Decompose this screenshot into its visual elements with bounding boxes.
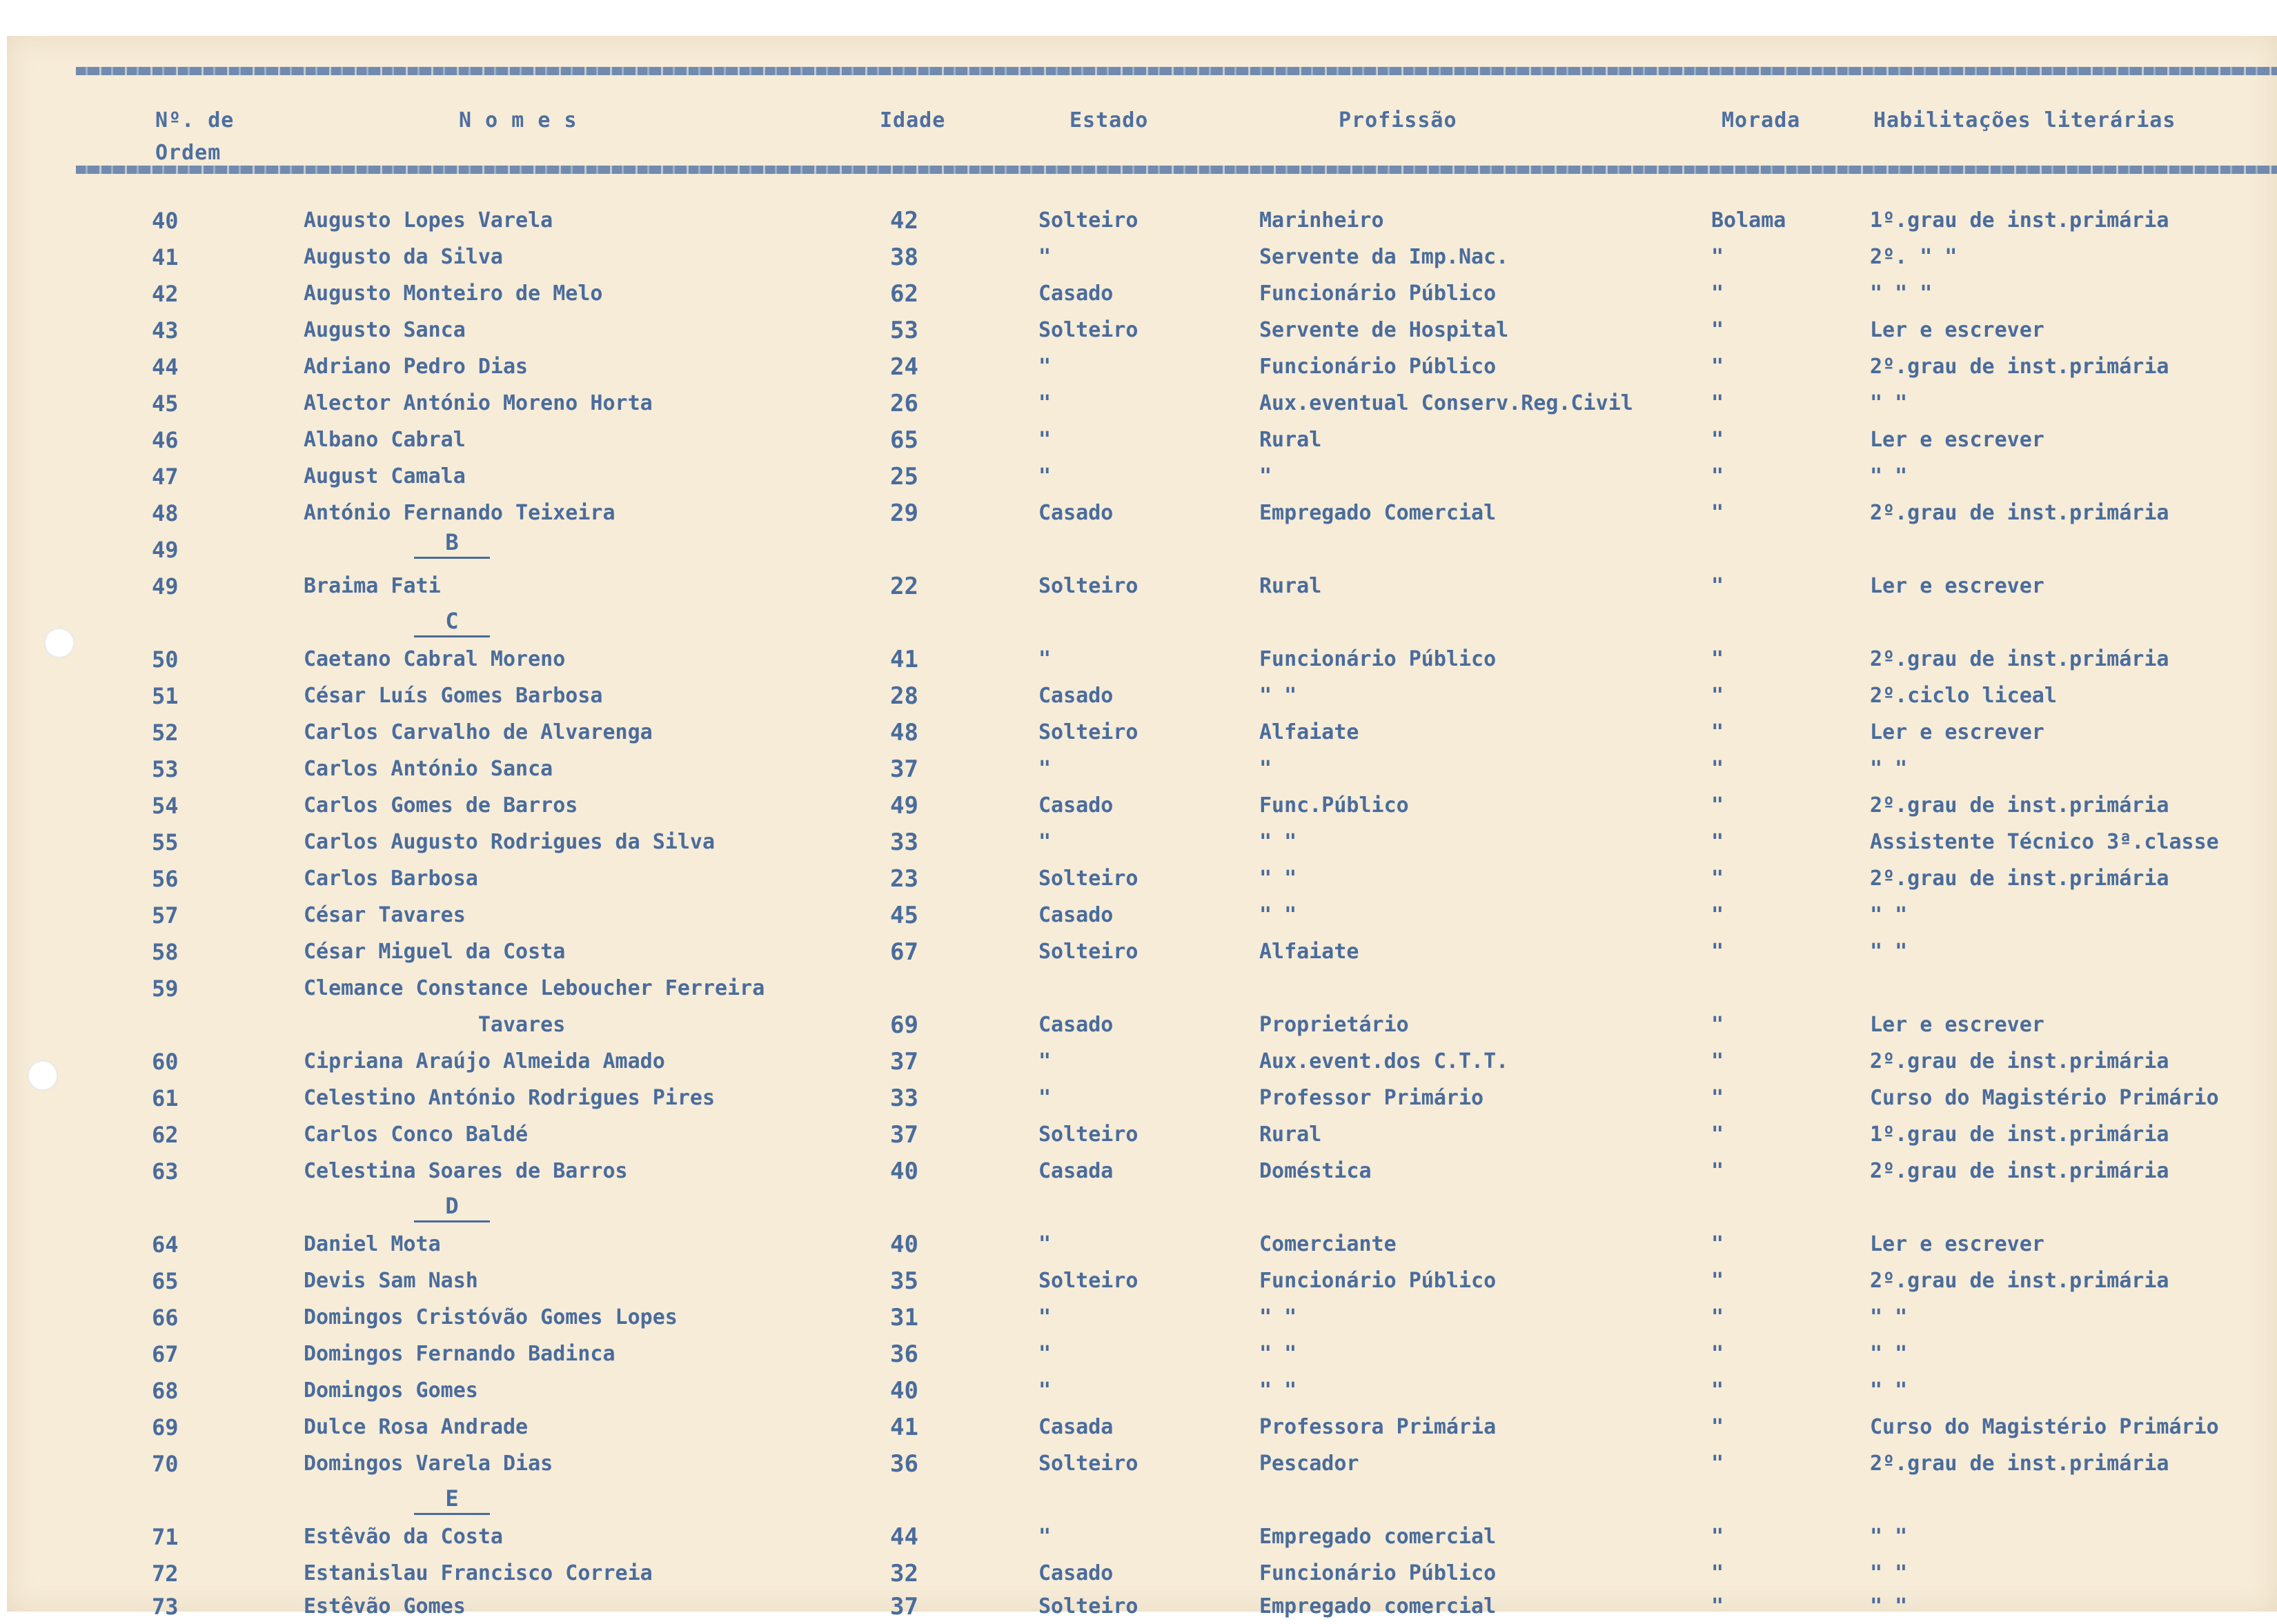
table-row	[7, 1447, 2277, 1481]
cell-profissao: Aux.event.dos C.T.T.	[1259, 1049, 1509, 1073]
cell-morada: "	[1711, 428, 1724, 452]
cell-name: Augusto Monteiro de Melo	[304, 281, 603, 306]
cell-age: 40	[890, 1231, 918, 1258]
header-profissao: Profissão	[1339, 108, 1457, 132]
cell-age: 33	[890, 1085, 918, 1112]
section-letter: C	[414, 606, 490, 640]
table-row	[7, 1300, 2277, 1335]
cell-habilitacoes: Curso do Magistério Primário	[1870, 1415, 2219, 1439]
cell-age: 35	[890, 1267, 918, 1295]
cell-morada: "	[1711, 1086, 1724, 1110]
cell-estado: Solteiro	[1038, 1269, 1138, 1293]
cell-profissao: Doméstica	[1259, 1159, 1372, 1183]
cell-num: 42	[152, 281, 179, 307]
table-row	[7, 642, 2277, 677]
cell-name: Carlos Conco Baldé	[304, 1122, 529, 1147]
cell-name: César Tavares	[304, 903, 466, 927]
cell-estado: Casado	[1038, 1013, 1114, 1037]
cell-num: 41	[152, 244, 179, 270]
cell-name: Caetano Cabral Moreno	[304, 647, 566, 671]
cell-habilitacoes: 2º.grau de inst.primária	[1870, 793, 2169, 818]
table-row	[7, 1081, 2277, 1116]
cell-habilitacoes: 2º.grau de inst.primária	[1870, 1452, 2169, 1476]
cell-habilitacoes: " "	[1870, 1525, 1908, 1549]
cell-habilitacoes: 2º.grau de inst.primária	[1870, 1049, 2169, 1073]
cell-habilitacoes: Ler e escrever	[1870, 1013, 2044, 1037]
cell-habilitacoes: " "	[1870, 1305, 1908, 1329]
header-estado: Estado	[1070, 108, 1149, 132]
table-row	[7, 386, 2277, 421]
cell-name: Domingos Fernando Badinca	[304, 1342, 615, 1366]
cell-num: 70	[152, 1451, 179, 1477]
cell-profissao: " "	[1259, 1305, 1297, 1329]
cell-estado: "	[1038, 355, 1052, 379]
cell-estado: "	[1038, 1525, 1052, 1549]
cell-profissao: Proprietário	[1259, 1013, 1409, 1037]
table-row	[7, 898, 2277, 933]
cell-morada: "	[1711, 1594, 1724, 1618]
cell-num: 43	[152, 317, 179, 344]
cell-estado: "	[1038, 1378, 1052, 1403]
table-row	[7, 496, 2277, 531]
cell-estado: Solteiro	[1038, 720, 1138, 744]
header-nomes: N o m e s	[459, 108, 578, 132]
cell-morada: "	[1711, 464, 1724, 488]
cell-estado: "	[1038, 1232, 1052, 1256]
table-row	[7, 715, 2277, 750]
cell-morada: "	[1711, 647, 1724, 671]
cell-profissao: Comerciante	[1259, 1232, 1397, 1256]
cell-morada: "	[1711, 867, 1724, 891]
cell-morada: "	[1711, 245, 1724, 269]
cell-estado: "	[1038, 428, 1052, 452]
cell-profissao: Professor Primário	[1259, 1086, 1484, 1110]
cell-profissao: " "	[1259, 830, 1297, 854]
cell-habilitacoes: 1º.grau de inst.primária	[1870, 208, 2169, 232]
table-row	[7, 789, 2277, 823]
cell-num: 60	[152, 1049, 179, 1075]
cell-age: 33	[890, 829, 918, 856]
table-row	[7, 1520, 2277, 1554]
cell-name: Domingos Cristóvão Gomes Lopes	[304, 1305, 678, 1329]
cell-morada: "	[1711, 1305, 1724, 1329]
cell-morada: "	[1711, 684, 1724, 708]
cell-morada: "	[1711, 318, 1724, 342]
table-row	[7, 1410, 2277, 1445]
cell-age: 31	[890, 1304, 918, 1331]
cell-num: 65	[152, 1268, 179, 1294]
cell-profissao: " "	[1259, 867, 1297, 891]
cell-age: 36	[890, 1450, 918, 1478]
cell-num: 69	[152, 1414, 179, 1440]
header-morada: Morada	[1722, 108, 1801, 132]
cell-name: Adriano Pedro Dias	[304, 355, 529, 379]
cell-morada: "	[1711, 1378, 1724, 1403]
cell-num: 67	[152, 1341, 179, 1367]
cell-name: Carlos Gomes de Barros	[304, 793, 578, 818]
cell-name: Estêvão da Costa	[304, 1525, 503, 1549]
cell-num: 73	[152, 1594, 179, 1620]
cell-age: 26	[890, 390, 918, 417]
cell-name: Carlos António Sanca	[304, 757, 553, 781]
cell-name: Estanislau Francisco Correia	[304, 1561, 653, 1585]
cell-age: 28	[890, 682, 918, 710]
table-row	[7, 825, 2277, 860]
section-letter: B	[414, 527, 490, 562]
cell-morada: "	[1711, 1452, 1724, 1476]
cell-num: 51	[152, 683, 179, 709]
cell-profissao: Funcionário Público	[1259, 281, 1497, 306]
cell-num: 71	[152, 1524, 179, 1550]
cell-name: Dulce Rosa Andrade	[304, 1415, 529, 1439]
cell-morada: "	[1711, 1049, 1724, 1073]
cell-name: Carlos Carvalho de Alvarenga	[304, 720, 653, 744]
cell-profissao: Alfaiate	[1259, 720, 1359, 744]
cell-profissao: Rural	[1259, 428, 1322, 452]
cell-estado: Solteiro	[1038, 867, 1138, 891]
cell-estado: Solteiro	[1038, 574, 1138, 598]
cell-morada: "	[1711, 793, 1724, 818]
cell-habilitacoes: 2º.grau de inst.primária	[1870, 867, 2169, 891]
cell-name: Tavares	[304, 1013, 566, 1037]
cell-profissao: "	[1259, 757, 1272, 781]
cell-morada: "	[1711, 501, 1724, 525]
cell-name: Augusto Lopes Varela	[304, 208, 553, 232]
cell-estado: "	[1038, 464, 1052, 488]
cell-estado: Solteiro	[1038, 1594, 1138, 1618]
cell-estado: "	[1038, 757, 1052, 781]
cell-morada: "	[1711, 720, 1724, 744]
cell-age: 37	[890, 1593, 918, 1621]
cell-morada: "	[1711, 830, 1724, 854]
cell-estado: "	[1038, 1305, 1052, 1329]
cell-profissao: Alfaiate	[1259, 940, 1359, 964]
cell-num: 47	[152, 464, 179, 490]
cell-profissao: Empregado comercial	[1259, 1525, 1497, 1549]
cell-habilitacoes: Curso do Magistério Primário	[1870, 1086, 2219, 1110]
cell-estado: Casado	[1038, 684, 1114, 708]
cell-age: 42	[890, 207, 918, 235]
cell-habilitacoes: " "	[1870, 464, 1908, 488]
cell-profissao: " "	[1259, 684, 1297, 708]
header-habilitacoes: Habilitações literárias	[1873, 108, 2176, 132]
cell-name: Carlos Augusto Rodrigues da Silva	[304, 830, 716, 854]
cell-habilitacoes: " "	[1870, 1594, 1908, 1618]
cell-profissao: Marinheiro	[1259, 208, 1384, 232]
cell-habilitacoes: Ler e escrever	[1870, 1232, 2044, 1256]
cell-name: Daniel Mota	[304, 1232, 441, 1256]
table-row	[7, 1154, 2277, 1189]
cell-age: 65	[890, 426, 918, 454]
table-row	[7, 1008, 2277, 1042]
cell-profissao: Rural	[1259, 1122, 1322, 1147]
table-row	[7, 533, 2277, 567]
cell-num: 49	[152, 537, 179, 563]
cell-profissao: Servente da Imp.Nac.	[1259, 245, 1509, 269]
cell-morada: "	[1711, 1013, 1724, 1037]
table-row	[7, 313, 2277, 348]
cell-profissao: " "	[1259, 1342, 1297, 1366]
cell-name: Domingos Varela Dias	[304, 1452, 553, 1476]
cell-morada: "	[1711, 1122, 1724, 1147]
cell-habilitacoes: " "	[1870, 1561, 1908, 1585]
cell-age: 37	[890, 755, 918, 783]
cell-habilitacoes: Ler e escrever	[1870, 318, 2044, 342]
cell-estado: Solteiro	[1038, 1122, 1138, 1147]
cell-profissao: "	[1259, 464, 1272, 488]
cell-num: 40	[152, 208, 179, 234]
cell-num: 44	[152, 354, 179, 380]
cell-profissao: Funcionário Público	[1259, 355, 1497, 379]
table-row	[7, 1264, 2277, 1298]
cell-name: Augusto Sanca	[304, 318, 466, 342]
cell-habilitacoes: Ler e escrever	[1870, 720, 2044, 744]
cell-estado: "	[1038, 1049, 1052, 1073]
cell-age: 62	[890, 280, 918, 308]
top-rule	[76, 67, 2277, 75]
cell-morada: "	[1711, 1269, 1724, 1293]
cell-name: César Miguel da Costa	[304, 940, 566, 964]
cell-age: 36	[890, 1340, 918, 1368]
cell-estado: "	[1038, 1086, 1052, 1110]
cell-habilitacoes: 1º.grau de inst.primária	[1870, 1122, 2169, 1147]
cell-morada: "	[1711, 757, 1724, 781]
cell-profissao: Empregado Comercial	[1259, 501, 1497, 525]
cell-num: 46	[152, 427, 179, 453]
cell-num: 61	[152, 1085, 179, 1111]
cell-morada: "	[1711, 903, 1724, 927]
cell-name: Braima Fati	[304, 574, 441, 598]
cell-num: 57	[152, 902, 179, 929]
cell-habilitacoes: " "	[1870, 391, 1908, 415]
table-row	[7, 240, 2277, 275]
cell-age: 38	[890, 244, 918, 271]
cell-estado: Casado	[1038, 1561, 1114, 1585]
cell-num: 54	[152, 793, 179, 819]
cell-habilitacoes: Ler e escrever	[1870, 574, 2044, 598]
cell-age: 53	[890, 317, 918, 344]
cell-age: 40	[890, 1158, 918, 1185]
cell-profissao: Professora Primária	[1259, 1415, 1497, 1439]
cell-name: Devis Sam Nash	[304, 1269, 478, 1293]
cell-num: 68	[152, 1378, 179, 1404]
table-row	[7, 1590, 2277, 1624]
cell-morada: "	[1711, 1232, 1724, 1256]
cell-num: 45	[152, 390, 179, 417]
cell-estado: Casado	[1038, 501, 1114, 525]
cell-morada: "	[1711, 574, 1724, 598]
cell-age: 41	[890, 646, 918, 673]
cell-age: 45	[890, 902, 918, 929]
cell-habilitacoes: 2º.grau de inst.primária	[1870, 647, 2169, 671]
cell-habilitacoes: 2º.grau de inst.primária	[1870, 1159, 2169, 1183]
cell-age: 44	[890, 1523, 918, 1551]
cell-name: Domingos Gomes	[304, 1378, 478, 1403]
cell-age: 29	[890, 499, 918, 527]
cell-num: 53	[152, 756, 179, 782]
document-sheet	[7, 36, 2277, 1621]
cell-estado: Casado	[1038, 281, 1114, 306]
cell-num: 52	[152, 720, 179, 746]
cell-name: Cipriana Araújo Almeida Amado	[304, 1049, 665, 1073]
cell-age: 37	[890, 1048, 918, 1076]
cell-profissao: Empregado comercial	[1259, 1594, 1497, 1618]
cell-name: August Camala	[304, 464, 466, 488]
cell-estado: Casado	[1038, 903, 1114, 927]
cell-habilitacoes: 2º.grau de inst.primária	[1870, 355, 2169, 379]
table-row	[7, 971, 2277, 1006]
cell-profissao: " "	[1259, 1378, 1297, 1403]
cell-name: Alector António Moreno Horta	[304, 391, 653, 415]
cell-morada: "	[1711, 355, 1724, 379]
cell-age: 67	[890, 938, 918, 966]
cell-age: 49	[890, 792, 918, 820]
cell-habilitacoes: " " "	[1870, 281, 1933, 306]
cell-name: César Luís Gomes Barbosa	[304, 684, 603, 708]
table-row	[7, 459, 2277, 494]
cell-name: Albano Cabral	[304, 428, 466, 452]
header-num: Nº. de Ordem	[155, 108, 235, 165]
cell-profissao: Pescador	[1259, 1452, 1359, 1476]
cell-morada: "	[1711, 1561, 1724, 1585]
cell-age: 48	[890, 719, 918, 746]
cell-estado: "	[1038, 391, 1052, 415]
cell-estado: Casada	[1038, 1159, 1114, 1183]
cell-name: Augusto da Silva	[304, 245, 503, 269]
cell-estado: Solteiro	[1038, 940, 1138, 964]
table-row	[7, 752, 2277, 786]
cell-name: Carlos Barbosa	[304, 867, 478, 891]
cell-age: 32	[890, 1560, 918, 1587]
cell-name: António Fernando Teixeira	[304, 501, 615, 525]
table-row	[7, 1556, 2277, 1591]
cell-morada: "	[1711, 1159, 1724, 1183]
table-row	[7, 569, 2277, 604]
section-letter: D	[414, 1191, 490, 1225]
cell-morada: "	[1711, 940, 1724, 964]
cell-estado: "	[1038, 647, 1052, 671]
cell-num: 55	[152, 829, 179, 855]
cell-habilitacoes: Ler e escrever	[1870, 428, 2044, 452]
cell-estado: "	[1038, 245, 1052, 269]
table-row	[7, 204, 2277, 238]
cell-profissao: Funcionário Público	[1259, 647, 1497, 671]
table-row	[7, 1374, 2277, 1408]
cell-profissao: " "	[1259, 903, 1297, 927]
table-row	[7, 423, 2277, 457]
cell-profissao: Rural	[1259, 574, 1322, 598]
cell-estado: Casado	[1038, 793, 1114, 818]
cell-num: 58	[152, 939, 179, 965]
cell-num: 56	[152, 866, 179, 892]
cell-morada: "	[1711, 1525, 1724, 1549]
cell-habilitacoes: 2º.grau de inst.primária	[1870, 1269, 2169, 1293]
cell-num: 64	[152, 1231, 179, 1258]
cell-age: 25	[890, 463, 918, 491]
table-row	[7, 350, 2277, 384]
cell-name: Celestina Soares de Barros	[304, 1159, 628, 1183]
table-row	[7, 1337, 2277, 1372]
cell-habilitacoes: 2º.grau de inst.primária	[1870, 501, 2169, 525]
cell-morada: "	[1711, 1415, 1724, 1439]
cell-estado: Casada	[1038, 1415, 1114, 1439]
cell-habilitacoes: " "	[1870, 757, 1908, 781]
cell-num: 62	[152, 1122, 179, 1148]
cell-habilitacoes: 2º.ciclo liceal	[1870, 684, 2057, 708]
cell-age: 37	[890, 1121, 918, 1149]
cell-name: Estêvão Gomes	[304, 1594, 466, 1618]
table-row	[7, 1044, 2277, 1079]
cell-num: 49	[152, 573, 179, 600]
cell-name: Celestino António Rodrigues Pires	[304, 1086, 716, 1110]
table-row	[7, 679, 2277, 713]
cell-age: 24	[890, 353, 918, 381]
cell-estado: Solteiro	[1038, 318, 1138, 342]
cell-age: 41	[890, 1414, 918, 1441]
cell-age: 40	[890, 1377, 918, 1405]
cell-profissao: Funcionário Público	[1259, 1561, 1497, 1585]
cell-estado: Solteiro	[1038, 1452, 1138, 1476]
cell-morada: "	[1711, 391, 1724, 415]
cell-morada: Bolama	[1711, 208, 1786, 232]
cell-age: 23	[890, 865, 918, 893]
cell-num: 63	[152, 1158, 179, 1185]
cell-morada: "	[1711, 1342, 1724, 1366]
cell-num: 72	[152, 1561, 179, 1587]
cell-morada: "	[1711, 281, 1724, 306]
section-letter: E	[414, 1483, 490, 1518]
cell-habilitacoes: 2º. " "	[1870, 245, 1958, 269]
cell-estado: "	[1038, 1342, 1052, 1366]
cell-habilitacoes: Assistente Técnico 3ª.classe	[1870, 830, 2219, 854]
cell-habilitacoes: " "	[1870, 903, 1908, 927]
cell-profissao: Servente de Hospital	[1259, 318, 1509, 342]
cell-estado: Solteiro	[1038, 208, 1138, 232]
cell-habilitacoes: " "	[1870, 940, 1908, 964]
table-row	[7, 1118, 2277, 1152]
table-row	[7, 935, 2277, 969]
cell-age: 22	[890, 573, 918, 600]
table-row	[7, 277, 2277, 311]
cell-num: 50	[152, 646, 179, 673]
table-row	[7, 862, 2277, 896]
cell-profissao: Aux.eventual Conserv.Reg.Civil	[1259, 391, 1633, 415]
cell-habilitacoes: " "	[1870, 1378, 1908, 1403]
cell-estado: "	[1038, 830, 1052, 854]
cell-num: 66	[152, 1305, 179, 1331]
cell-profissao: Funcionário Público	[1259, 1269, 1497, 1293]
cell-name: Clemance Constance Leboucher Ferreira	[304, 976, 765, 1000]
cell-profissao: Func.Público	[1259, 793, 1409, 818]
header-idade: Idade	[880, 108, 946, 132]
cell-num: 48	[152, 500, 179, 526]
cell-habilitacoes: " "	[1870, 1342, 1908, 1366]
cell-num: 59	[152, 976, 179, 1002]
table-row	[7, 1227, 2277, 1262]
cell-age: 69	[890, 1011, 918, 1039]
